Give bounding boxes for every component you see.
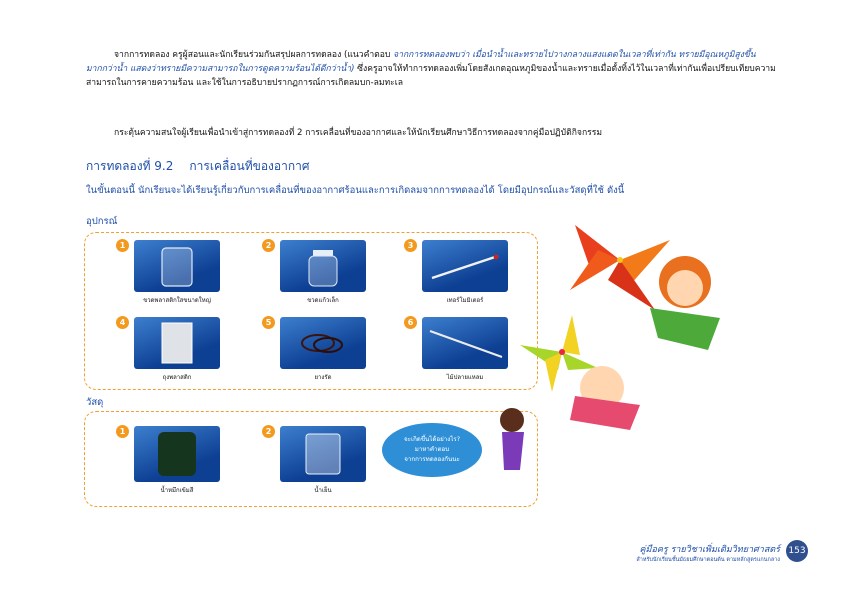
plastic-bottle-photo [134, 240, 220, 292]
item-number-badge: 4 [116, 316, 129, 329]
item-number-badge: 1 [116, 239, 129, 252]
summary-text-c: ซึ่งครูอาจให้ทำการทดลองเพิ่มโดยสังเกตอุณหภูมิของน้ำและทรายเมื่อตั้งทิ้งไว้ในเวลาที่เท่ากันเพื่อเปรียบเทียบความสามารถในการคายความร้อน และใช้ในการอธิบายปรากฏการณ์การเกิดลมบก-ลมทะเล [86, 64, 776, 88]
speech-bubble [382, 423, 482, 477]
summary-paragraph [86, 48, 786, 90]
item-caption: ถุงพลาสติก [162, 374, 192, 381]
experiment-number: การทดลองที่ 9.2 [86, 159, 174, 173]
item-caption: น้ำหมึกเข้มสี [160, 487, 194, 494]
equipment-item [265, 240, 366, 305]
item-caption: เทอร์โมมิเตอร์ [446, 297, 484, 304]
item-caption: ขวดแก้วเล็ก [307, 297, 339, 304]
material-item [265, 426, 366, 495]
item-number-badge: 6 [404, 316, 417, 329]
bubble-line-3: จากการทดลองกันนะ [404, 456, 460, 463]
rubber-band-photo [280, 317, 366, 369]
item-number-badge: 1 [116, 425, 129, 438]
footer-title: คู่มือครู รายวิชาเพิ่มเติมวิทยาศาสตร์ [639, 545, 780, 555]
material-item [119, 426, 220, 495]
equipment-item [119, 240, 220, 305]
dark-ink-photo [134, 426, 220, 482]
page-number: 153 [786, 540, 808, 562]
item-caption: ขวดพลาสติกใสขนาดใหญ่ [143, 297, 211, 304]
item-number-badge: 5 [262, 316, 275, 329]
item-caption: ไม้ปลายแหลม [446, 374, 484, 381]
bubble-line-2: มาหาคำตอบ [414, 446, 450, 453]
small-glass-bottle-photo [280, 240, 366, 292]
equipment-item [119, 317, 220, 382]
plastic-bag-photo [134, 317, 220, 369]
intro-text: ในขั้นตอนนี้ นักเรียนจะได้เรียนรู้เกี่ยวกับการเคลื่อนที่ของอากาศร้อนและการเกิดลมจากการทดลองได้ โดยมีอุปกรณ์และวัสดุที่ใช้ ดังนี้ [86, 185, 625, 196]
experiment-title: การเคลื่อนที่ของอากาศ [189, 159, 310, 173]
equipment-item [265, 317, 366, 382]
item-number-badge: 2 [262, 239, 275, 252]
cold-water-photo [280, 426, 366, 482]
experiment-heading [86, 157, 309, 176]
summary-text-a: จากการทดลอง ครูผู้สอนและนักเรียนร่วมกันสรุปผลการทดลอง (แนวคำตอบ [114, 50, 394, 60]
item-caption: ยางรัด [314, 374, 332, 381]
children-pinwheel-illustration [480, 220, 810, 510]
equipment-label: อุปกรณ์ [86, 216, 118, 227]
item-number-badge: 3 [404, 239, 417, 252]
bubble-line-1: จะเกิดขึ้นได้อย่างไร? [404, 436, 460, 443]
summary-answer: จากการทดลองพบว่า เมื่อนำน้ำและทรายไปวางกลางแสงแดดในเวลาที่เท่ากัน ทรายมีอุณหภูมิสูงขึ้นมากกว่าน้ำ แสดงว่าทรายมีความสามารถในการดูดความร้อนได้ดีกว่าน้ำ) [86, 50, 756, 74]
engage-paragraph: กระตุ้นความสนใจผู้เรียนเพื่อนำเข้าสู่การทดลองที่ 2 การเคลื่อนที่ของอากาศและให้นักเรียนศึกษาวิธีการทดลองจากคู่มือปฏิบัติกิจกรรม [114, 128, 603, 138]
item-caption: น้ำเย็น [314, 487, 332, 494]
item-number-badge: 2 [262, 425, 275, 438]
materials-label: วัสดุ [86, 397, 104, 408]
footer-subtitle: สำหรับนักเรียนชั้นมัธยมศึกษาตอนต้น ตามหลักสูตรแกนกลาง [636, 557, 780, 563]
